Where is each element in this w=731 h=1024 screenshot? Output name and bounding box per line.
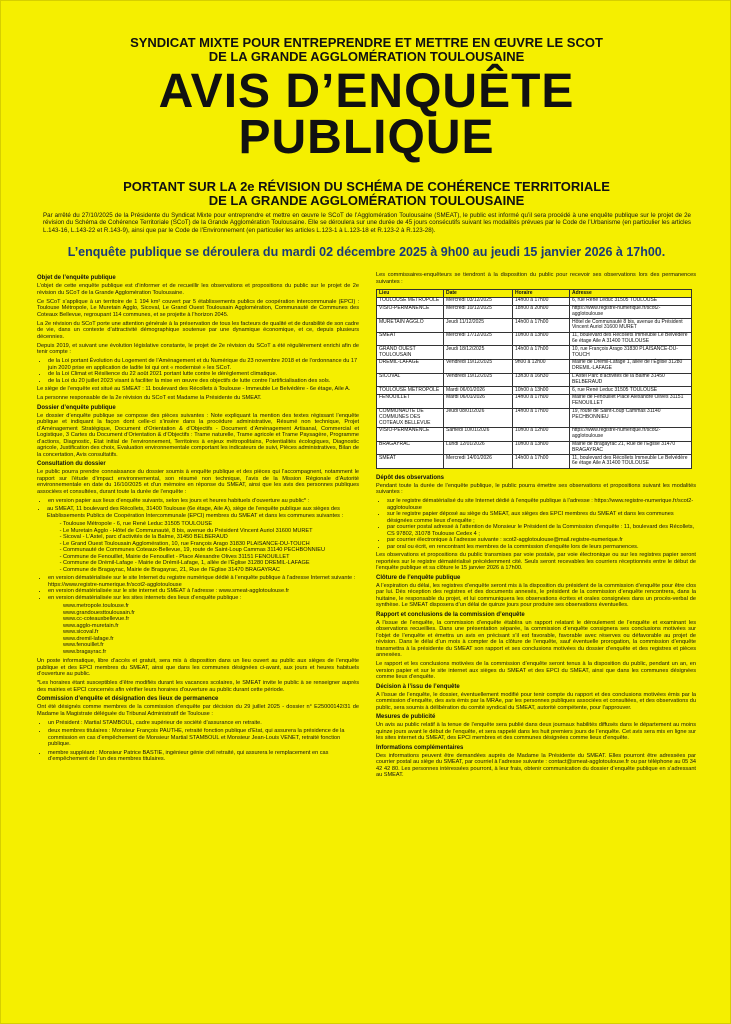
objet-list: [37, 358, 359, 384]
objet-paragraph-3: La 2e révision du SCoT porte une attention générale à la préservation de tous les facteurs de qualité et de durabilité de son cadre de vie, dans un contexte d’attractivité démographique soutenue par une dynamique économique, et ce, depuis plusieurs décennies.: [37, 320, 359, 340]
subtitle-line-2: DE LA GRANDE AGGLOMÉRATION TOULOUSAINE: [208, 193, 525, 208]
permanences-table: [376, 289, 692, 469]
table-cell: Mairie de Drémil-Lafage 1, allée de l’Église 31280 DREMIL-LAFAGE: [570, 359, 692, 373]
table-cell: 11, boulevard des Récollets Immeuble Le Belvédère 6e étage Aile A 31400 TOULOUSE: [570, 332, 692, 346]
list-item: • de la Loi portant Évolution du Logement de l’Aménagement et du Numérique du 23 novembre 2018 et de l’ordonnance du 17 juin 2020 prise en application de ladite loi qui ont « modernisé » les SCoT.: [48, 358, 359, 371]
table-cell: 10h00 à 13h00: [513, 332, 570, 346]
enquiry-dates: L’enquête publique se déroulera du mardi 02 décembre 2025 à 9h00 au jeudi 15 janvier 2026 à 17h00.: [67, 245, 666, 259]
table-cell: Mercredi 10/12/2025: [444, 305, 513, 319]
table-cell: 19, route de Saint-Loup Cammas 31140 PECHBONNIEU: [570, 408, 692, 427]
depot-paragraph: Pendant toute la durée de l’enquête publique, le public pourra émettre ses observations et propositions suivant les modalités suivantes :: [376, 482, 696, 496]
list-item: • membre suppléant : Monsieur Patrice BASTIE, ingénieur génie civil retraité, qui assurera le remplacement en cas d’empêchement de l’un des membres titulaires.: [48, 750, 359, 763]
siege-paragraph: Le siège de l’enquête est situé au SMEAT : 11 boulevard des Récollets à Toulouse - Immeuble Le Belvédère - 6e étage, Aile A.: [37, 386, 351, 392]
table-cell: 6, rue René Leduc 31505 TOULOUSE: [570, 387, 692, 395]
column-header: Date: [444, 290, 513, 298]
consultation-paragraph: Le public pourra prendre connaissance du dossier soumis à enquête publique et des pièces qui l’accompagnent, notamment le rapport sur l’étude d’impact environnemental, son résumé non technique, l’avis de la Mission Régionale d’Autorité environnementale en date du 16/10/2025 et d’un mémoire en réponse du SMEAT, ainsi que les avis des personnes publiques associées et consultées, durant toute la durée de l’enquête :: [37, 469, 359, 495]
table-cell: Mairie de Bragayrac 21, Rue de l’Eglise 31470 BRAGAYRAC: [570, 441, 692, 455]
table-row: [377, 427, 692, 441]
table-cell: 14h00 à 17h00: [513, 394, 570, 408]
smeat-lieu-list: [37, 506, 359, 519]
list-item: - Le Grand Ouest Toulousain Agglomération, 10, rue François Arago 31830 PLAISANCE-DU-TOUCH: [63, 541, 359, 548]
table-cell: MURETAIN AGGLO: [377, 319, 444, 333]
list-item: • au SMEAT, 11 boulevard des Récollets, 31400 Toulouse (6e étage, Aile A), siège de l’enquête publique aux sièges des Etablissements Publics de Coopération Intercommunale (EPCI) membres du SMEAT et dans les communes suivantes :: [47, 506, 359, 519]
list-item: • sur le registre papier déposé au siège du SMEAT, aux sièges des EPCI membres du SMEAT et dans les communes désignées comme lieux d’enquête ;: [387, 511, 696, 524]
heading-dossier: Dossier d’enquête publique: [37, 404, 116, 411]
table-cell: Lundi 12/01/2026: [444, 441, 513, 455]
horaires-paragraph: *Les horaires étant susceptibles d’être modifiés durant les vacances scolaires, le SMEAT invite le public à se renseigner auprès des mairies et EPCI concernés afin vérifier leurs horaires d’ouverture au public durant cette période.: [37, 680, 359, 693]
table-cell: SICOVAL: [377, 373, 444, 387]
table-cell: TOULOUSE METROPOLE: [377, 297, 444, 305]
table-row: [377, 297, 692, 305]
list-item: • de la Loi du 20 juillet 2023 visant à faciliter la mise en œuvre des objectifs de lutte contre l’artificialisation des sols.: [48, 378, 359, 385]
table-cell: 10, rue François Arago 31830 PLAISANCE-DU-TOUCH: [570, 346, 692, 360]
informations-paragraph: Des informations peuvent être demandées auprès de Madame la Présidente du SMEAT. Elles pourront être adressées par courrier postal au siège du SMEAT, par courriel à l’adresse suivante : contact@smeat-agglotoulouse.fr ou par téléphone au 05 34 42 42 80. Les personnes intéressées pourront, à leur frais, obtenir communication du dossier d’enquête publique en s’adressant au SMEAT.: [376, 752, 696, 779]
table-cell: 14h00 à 17h00: [513, 346, 570, 360]
table-cell: Mercredi 03/12/2025: [444, 297, 513, 305]
table-cell: VISIO-PERMANENCE: [377, 305, 444, 319]
cloture-paragraph: A l’expiration du délai, les registres d’enquête seront mis à la disposition du président de la commission d’enquête pour être clos par lui. Dès réception des registres et des documents annexés, le président de la commission d’enquête rencontrera, dans la huitaine, le responsable du projet, et lui communiquera les observations écrites et orales consignées dans un procès-verbal de synthèse. Le SMEAT disposera d’un délai de quinze jours pour produire ses observations éventuelles.: [376, 582, 696, 609]
heading-publicite: Mesures de publicité: [376, 714, 436, 721]
table-cell: COMMUNAUTE DE COMMUNES DES COTEAUX BELLEVUE: [377, 408, 444, 427]
table-cell: Vendredi 19/12/2025: [444, 359, 513, 373]
list-item: • en version dématérialisée sur le site Internet du registre numérique dédié à l’enquête publique à l’adresse Internet suivante : https://www.registre-numerique.fr/scot2-agglotoulouse: [48, 575, 359, 588]
right-column: [376, 272, 696, 781]
table-cell: L’Astel Parc d’activités de la Balme 31450 BELBERAUD: [570, 373, 692, 387]
table-cell: 13h30 à 16h30: [513, 373, 570, 387]
commission-paragraph: Ont été désignés comme membres de la commission d’enquête par décision du 29 juillet 2025 - dossier n° E25000142/31 de Madame la Magistrate déléguée du Tribunal Administratif de Toulouse :: [37, 704, 359, 717]
table-cell: Hôtel de Communauté 8 bis, avenue du Président Vincent Auriol 31600 MURET: [570, 319, 692, 333]
column-header: Adresse: [570, 290, 692, 298]
objet-paragraph-4: Depuis 2019, et suivant une évolution législative constante, le projet de 2e révision du SCoT a été régulièrement enrichi afin de tenir compte :: [37, 342, 359, 355]
list-item: - Toulouse Métropole - 6, rue René Leduc 31505 TOULOUSE: [63, 521, 359, 528]
table-cell: https://www.registre-numerique.fr/scot2-agglotoulouse: [570, 305, 692, 319]
table-cell: DREMIL-LAFAGE: [377, 359, 444, 373]
demat-list: [37, 575, 359, 601]
site-link[interactable]: www.fenouillet.fr: [63, 642, 104, 648]
membres-list: [37, 720, 359, 763]
list-item: • sur le registre dématérialisé du site Internet dédié à l’enquête publique à l’adresse : https://www.registre-numerique.fr/scot2-agglotoulouse: [387, 498, 696, 511]
table-cell: 14h00 à 17h00: [513, 297, 570, 305]
table-row: [377, 305, 692, 319]
list-item: - Sicoval - L’Astel, parc d’activités de la Balme, 31450 BELBERAUD: [63, 534, 359, 541]
site-link[interactable]: www.sicoval.fr: [63, 629, 99, 635]
heading-commission: Commission d’enquête et désignation des lieux de permanence: [37, 696, 219, 702]
left-column: [37, 272, 359, 765]
site-link[interactable]: www.bragayrac.fr: [63, 648, 107, 655]
table-cell: Mairie de Fenouillet Place Alexandre Olives 31151 FENOUILLET: [570, 394, 692, 408]
objet-paragraph-2: Ce SCoT s’applique à un territoire de 1 194 km² couvert par 5 établissements publics de coopération intercommunale (EPCI) : Toulouse Métropole, Le Muretain Agglo, Sicoval, Le Grand Ouest Toulousain Agglomération, Communauté de Communes des Coteaux Bellevue, regroupant 114 communes, et se projette à l’horizon 2045.: [37, 298, 359, 318]
table-cell: Jeudi 11/12/2025: [444, 319, 513, 333]
depot-paragraph-2: Les observations et propositions du public transmises par voie postale, par voie électronique ou sur les registres papier seront reportées sur le registre dématérialisé précédemment cité. Seuls seront recevables les courriers réceptionnés entre le début de l’enquête publique et sa clôture le 15 janvier 2026 à 17h00.: [376, 552, 696, 572]
heading-cloture: Clôture de l’enquête publique: [376, 574, 461, 581]
lieux-list: [37, 521, 359, 573]
permanences-intro: Les commissaires-enquêteurs se tiendront à la disposition du public pour recevoir ses observations lors des permanences suivantes :: [376, 272, 696, 285]
column-header: Lieu: [377, 290, 444, 298]
list-item: • par courrier électronique à l’adresse suivante : scot2-agglotoulouse@mail.registre-numerique.fr: [387, 537, 696, 544]
heading-consultation: Consultation du dossier: [37, 461, 106, 467]
table-cell: Mercredi 14/01/2026: [444, 455, 513, 469]
table-row: [377, 346, 692, 360]
table-cell: 18h00 à 20h00: [513, 305, 570, 319]
table-cell: 11, boulevard des Récollets Immeuble Le Belvédère 6e étage Aile A 31400 TOULOUSE: [570, 455, 692, 469]
poste-paragraph: Un poste informatique, libre d’accès et gratuit, sera mis à disposition dans un lieu ouvert au public aux sièges de l’enquête publique et des EPCI membres du SMEAT, ainsi que dans les communes désignées ci-avant, aux jours et heures habituels d’ouverture au public.: [37, 658, 359, 677]
table-cell: Samedi 10/01/2026: [444, 427, 513, 441]
list-item: • en version dématérialisée sur le site internet du SMEAT à l’adresse : www.smeat-agglotoulouse.fr: [48, 588, 359, 595]
heading-rapport: Rapport et conclusions de la commission d’enquête: [376, 611, 525, 618]
column-header: Horaire: [513, 290, 570, 298]
intro-paragraph: Par arrêté du 27/10/2025 de la Présidente du Syndicat Mixte pour entreprendre et mettre en œuvre le SCoT de l’Agglomération Toulousaine (SMEAT), le public est informé qu’il sera procédé à une enquête publique sur le projet de 2e révision du Schéma de Cohérence Territoriale (SCoT) de la Grande Agglomération Toulousaine. Elle se déroulera sur une durée de 45 jours consécutifs suivant les modalités prévues par le Code de l’Urbanisme (en particulier les articles L.143-16, L.143-22 et R.143-9), ainsi que par le Code de l’Environnement (en particulier les articles L.123-1 à L.123-18 et R.123-2 à R.123-28).: [43, 212, 691, 234]
list-item: • en version papier aux lieux d’enquête suivants, selon les jours et heures habituels d’ouverture au public* :: [48, 498, 359, 505]
table-cell: Jeudi 08/01/2026: [444, 408, 513, 427]
list-item: • deux membres titulaires : Monsieur François PAUTHE, retraité fonction publique d’Etat, qui assurera la présidence de la commission en cas d’empêchement de Monsieur Martial STAMBOUL et Monsieur Jean-Louis VENET, retraité fonction publique.: [48, 728, 359, 748]
heading-informations: Informations complémentaires: [376, 744, 464, 751]
site-link[interactable]: www.agglo-muretain.fr: [63, 622, 119, 629]
table-cell: Mercredi 17/12/2025: [444, 332, 513, 346]
list-item: - Commune de Fenouillet, Mairie de Fenouillet - Place Alexandre Olives 31151 FENOUILLET: [63, 554, 359, 561]
table-row: [377, 373, 692, 387]
objet-paragraph-1: L’objet de cette enquête publique est d’informer et de recueillir les observations et propositions du public sur le projet de 2e révision du SCoT de la Grande Agglomération Toulousaine.: [37, 283, 359, 296]
list-item: • un Président : Martial STAMBOUL, cadre supérieur de société d’assurance en retraite.: [48, 720, 359, 727]
table-cell: BRAGAYRAC: [377, 441, 444, 455]
site-link[interactable]: www.cc-coteauxbellevue.fr: [63, 616, 130, 622]
decision-paragraph: A l’issue de l’enquête, le dossier, éventuellement modifié pour tenir compte du rapport et des conclusions motivées émis par la commission d’enquête, des avis émis par la MRAe, par les personnes publiques associées et consultées, et des observations du public, sera soumis à délibération du comité syndical du SMEAT, autorité compétente, pour l’approuver.: [376, 691, 696, 711]
table-header-row: [377, 290, 692, 298]
table-cell: FENOUILLET: [377, 394, 444, 408]
heading-objet: Objet de l’enquête publique: [37, 275, 116, 281]
rapport-paragraph: A l’issue de l’enquête, la commission d’enquête établira un rapport relatant le déroulement de l’enquête et examinant les observations recueillies. Dans une présentation séparée, la commission d’enquête consignera ses conclusions motivées sur l’objet de l’enquête et émettra un avis en précisant s’il est favorable, favorable avec réserves ou défavorable au projet de révision. Dans le délai d’un mois à compter de la clôture de l’enquête, sauf éventuelle prorogation, la commission d’enquête transmettra à la présidente du SMEAT son rapport et ses conclusions motivées du dossier d’enquête et des registres et pièces annexées.: [376, 619, 696, 659]
site-link[interactable]: www.metropole.toulouse.fr: [63, 603, 129, 609]
table-row: [377, 455, 692, 469]
header-line-2: DE LA GRANDE AGGLOMÉRATION TOULOUSAINE: [208, 49, 525, 64]
responsable-paragraph: La personne responsable de la 2e révision du SCoT est Madame la Présidente du SMEAT.: [37, 395, 262, 401]
table-cell: 10h00 à 12h00: [513, 427, 570, 441]
table-cell: 10h00 à 13h00: [513, 387, 570, 395]
table-row: [377, 387, 692, 395]
rapport-paragraph-2: Le rapport et les conclusions motivées de la commission d’enquête seront tenus à la disposition du public, pendant un an, en version papier et sur le site internet aux sièges du SMEAT et des EPCI du SMEAT, ainsi que dans les communes désignées comme lieux d’enquête.: [376, 661, 696, 681]
subtitle-line-1: PORTANT SUR LA 2e RÉVISION DU SCHÉMA DE COHÉRENCE TERRITORIALE: [123, 179, 610, 194]
site-link[interactable]: www.grandouesttoulousain.fr: [63, 609, 135, 616]
table-cell: 10h00 à 13h00: [513, 441, 570, 455]
table-cell: Mardi 06/01/2026: [444, 394, 513, 408]
table-cell: 14h00 à 17h00: [513, 319, 570, 333]
table-row: [377, 319, 692, 333]
consultation-list: [37, 498, 359, 505]
site-link[interactable]: www.dremil-lafage.fr: [63, 635, 114, 642]
depot-list: [376, 498, 696, 550]
table-cell: 6, rue René Leduc 31505 TOULOUSE: [570, 297, 692, 305]
table-row: [377, 408, 692, 427]
list-item: • en version dématérialisée sur les sites internets des lieux d’enquête publique :: [48, 595, 359, 602]
page-title-line-2: PUBLIQUE: [238, 111, 495, 164]
table-row: [377, 394, 692, 408]
page-title-line-1: AVIS D’ENQUÊTE: [158, 65, 575, 118]
table-cell: Jeudi 18/12/2025: [444, 346, 513, 360]
table-cell: 9h00 à 12h00: [513, 359, 570, 373]
list-item: - Communauté de Communes Coteaux-Bellevue, 19, route de Saint-Loup Cammas 31140 PECHBONNIEU: [63, 547, 359, 554]
table-cell: VISIO-PERMANENCE: [377, 427, 444, 441]
table-cell: 14h00 à 17h00: [513, 408, 570, 427]
table-cell: Mardi 06/01/2026: [444, 387, 513, 395]
list-item: - Le Muretain Agglo - Hôtel de Communauté, 8 bis, avenue du Président Vincent Auriol 31600 MURET: [63, 528, 359, 535]
list-item: - Commune de Drémil-Lafage - Mairie de Drémil-Lafage, 1, allée de l’Église 31280 DREMIL-LAFAGE: [63, 560, 359, 567]
table-cell: SMEAT: [377, 455, 444, 469]
sites-list: [37, 603, 359, 655]
table-cell: TOULOUSE METROPOLE: [377, 387, 444, 395]
table-row: [377, 332, 692, 346]
table-cell: Vendredi 19/12/2025: [444, 373, 513, 387]
dossier-paragraph: Le dossier d’enquête publique se compose des pièces suivantes : Note expliquant la mention des textes régissant l’enquête publique et indiquant la façon dont celle-ci s’insère dans la procédure administrative, Résumé non technique, Projet d’Aménagement Stratégique, Document d’Orientation & d’Objectifs - Document d’Aménagement Artisanal, Commercial et Logistique, 3 Cartes du Document d’Orientation & d’Objectifs : Trame naturelle, Trame agricole et Trame Paysagère, Programme d’actions, Diagnostic, Etat initial de l’environnement, Territoires à enjeux métropolitains, Potentialités écologiques, Diagnostic agricole, Justification des choix, Evaluation environnementale comportant les indicateurs de suivi, Pièces administratives, Bilan de la concertation, Avis consultatifs.: [37, 412, 359, 458]
table-cell: SMEAT: [377, 332, 444, 346]
heading-decision: Décision à l’issu de l’enquête: [376, 683, 460, 690]
header-line-1: SYNDICAT MIXTE POUR ENTREPRENDRE ET METTRE EN ŒUVRE LE SCOT: [130, 35, 603, 50]
heading-depot: Dépôt des observations: [376, 474, 445, 481]
publicite-paragraph: Un avis au public relatif à la tenue de l’enquête sera publié dans deux journaux habilités diffusés dans le département au moins quinze jours avant le début de l’enquête, et sera rappelé dans les huit premiers jours de l’enquête. Cet avis sera mis en ligne sur les sites internet du SMEAT, des EPCI membres et des communes désignées comme lieux d’enquête.: [376, 722, 696, 742]
table-row: [377, 359, 692, 373]
table-cell: https://www.registre-numerique.fr/scot2-agglotoulouse: [570, 427, 692, 441]
list-item: • de la Loi Climat et Résilience du 22 août 2021 portant lutte contre le dérèglement climatique.: [48, 371, 359, 378]
table-cell: 14h00 à 17h00: [513, 455, 570, 469]
list-item: • par courrier postal adressé à l’attention de Monsieur le Président de la Commission d’enquête : 11, boulevard des Récollets, CS 97802, 31078 Toulouse Cedex 4 ;: [387, 524, 696, 537]
table-cell: GRAND OUEST TOULOUSAIN: [377, 346, 444, 360]
list-item: - Commune de Bragayrac, Mairie de Bragayrac, 21, Rue de l’Eglise 31470 BRAGAYRAC: [63, 567, 359, 574]
table-row: [377, 441, 692, 455]
list-item: • par oral ou écrit, en rencontrant les membres de la commission d’enquête lors de leurs permanences.: [387, 544, 696, 551]
